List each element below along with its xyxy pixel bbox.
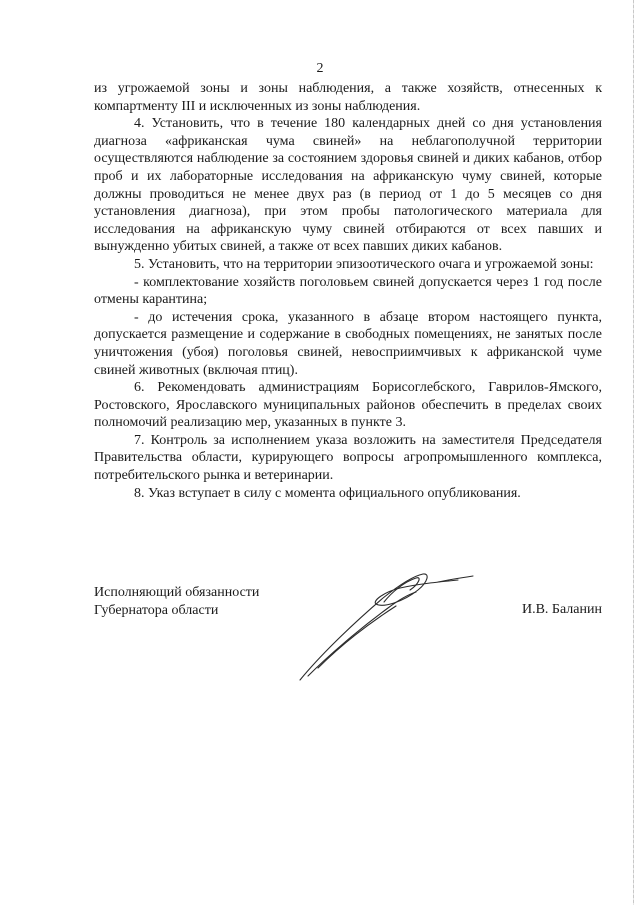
handwritten-signature	[288, 568, 478, 688]
paragraph-item-6: 6. Рекомендовать администрациям Борисоглебского, Гаврилов-Ямского, Ростовского, Ярославского муниципальных районов обеспечить в пределах своих полномочий реализацию мер, указанных в пункте 3.	[94, 380, 602, 431]
decree-body	[94, 80, 602, 502]
page-number: 2	[316, 61, 324, 76]
paragraph-item-5: 5. Установить, что на территории эпизоотического очага и угрожаемой зоны:	[134, 256, 594, 272]
signatory-position-line-1: Исполняющий обязанности	[94, 585, 260, 600]
signatory-position	[94, 584, 259, 619]
scan-edge	[633, 0, 634, 905]
paragraph-item-7: 7. Контроль за исполнением указа возложить на заместителя Председателя Правительства области, курирующего вопросы агропромышленного комплекса, потребительского рынка и ветеринарии.	[94, 432, 602, 484]
paragraph-item-5-sub-1: - комплектование хозяйств поголовьем свиней допускается через 1 год после отмены карантина;	[94, 274, 602, 308]
paragraph-item-4: 4. Установить, что в течение 180 календарных дней со дня установления диагноза «африканская чума свиней» на неблагополучной территории осуществляются наблюдение за состоянием здоровья свиней и диких кабанов, отбор проб и их лабораторные исследования на африканскую чуму свиней, которые должны проводиться не менее двух раз (в период от 1 до 5 месяцев со дня установления диагноза), при этом пробы патологического материала для исследования на африканскую чуму свиней отбираются от всех павших и вынужденно убитых свиней, а также от всех павших диких кабанов.	[94, 116, 602, 255]
paragraph-item-5-sub-2: - до истечения срока, указанного в абзаце втором настоящего пункта, допускается размещение и содержание в свободных помещениях, не занятых после уничтожения (убоя) поголовья свиней, невосприимчивых к африканской чуме свиней животных (включая птиц).	[94, 309, 602, 378]
signatory-position-line-2: Губернатора области	[94, 602, 219, 618]
paragraph-continuation: из угрожаемой зоны и зоны наблюдения, а также хозяйств, отнесенных к компартменту III и исключенных из зоны наблюдения.	[94, 81, 602, 114]
signatory-name: И.В. Баланин	[521, 602, 602, 617]
paragraph-item-8: 8. Указ вступает в силу с момента официального опубликования.	[134, 485, 521, 501]
